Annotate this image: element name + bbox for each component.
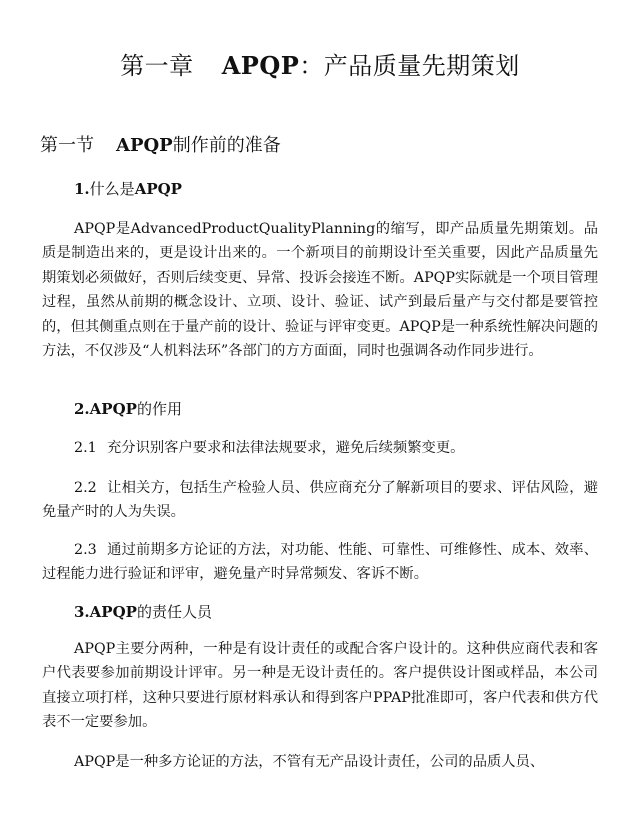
section-title xyxy=(40,132,281,160)
chapter-prefix: 第一章 xyxy=(120,52,194,80)
item-number: 2.1 xyxy=(74,440,97,456)
item-text: 通过前期多方论证的方法，对功能、性能、可靠性、可维修性、成本、效率、过程能力进行验证和评审，避免量产时异常频发、客诉不断。 xyxy=(42,542,598,583)
subheading-apqp-responsibility xyxy=(74,601,212,623)
subheading-what-is-apqp xyxy=(74,178,182,200)
subheading-number: 2. xyxy=(74,400,90,418)
subheading-text: 什么是 xyxy=(89,180,135,198)
paragraph-what-is-apqp: APQP是AdvancedProductQualityPlanning的缩写，即产品质量先期策划。品质是制造出来的，更是设计出来的。一个新项目的前期设计至关重要，因此产品质量先期策划必须做好，否则后续变更、异常、投诉会接连不断。APQP实际就是一个项目管理过程，虽然从前期的概念设计、立项、设计、验证、试产到最后量产与交付都是要管控的，但其侧重点则在于量产前的设计、验证与评审变更。APQP是一种系统性解决问题的方法，不仅涉及“人机料法环”各部门的方方面面，同时也强调各动作同步进行。 xyxy=(42,221,598,360)
chapter-rest: ：产品质量先期策划 xyxy=(299,52,520,80)
chapter-title xyxy=(0,48,640,84)
item-number: 2.2 xyxy=(74,480,97,496)
subheading-suffix: 的作用 xyxy=(136,400,182,418)
paragraph-role-item-1 xyxy=(42,436,598,460)
subheading-keyword: APQP xyxy=(89,400,137,418)
subheading-keyword: APQP xyxy=(134,180,182,198)
subheading-number: 3. xyxy=(74,603,90,621)
subheading-apqp-role xyxy=(74,398,182,420)
section-rest: 制作前的准备 xyxy=(172,135,281,156)
paragraph-responsibility-2: APQP是一种多方论证的方法，不管有无产品设计责任，公司的品质人员、 xyxy=(74,754,545,770)
section-prefix: 第一节 xyxy=(40,135,94,156)
section-keyword: APQP xyxy=(116,135,173,156)
subheading-number: 1. xyxy=(74,180,90,198)
paragraph-responsibility-1: APQP主要分两种，一种是有设计责任的或配合客户设计的。这种供应商代表和客户代表要参加前期设计评审。另一种是无设计责任的。客户提供设计图或样品，本公司直接立项打样，这种只要进行原材料承认和得到客户PPAP批准即可，客户代表和供方代表不一定要参加。 xyxy=(42,641,598,731)
paragraph-role-item-2 xyxy=(42,476,598,525)
chapter-keyword: APQP xyxy=(221,51,300,80)
paragraph-role-item-3 xyxy=(42,538,598,587)
item-text: 充分识别客户要求和法律法规要求，避免后续频繁变更。 xyxy=(107,440,465,456)
subheading-keyword: APQP xyxy=(89,603,137,621)
item-text: 让相关方，包括生产检验人员、供应商充分了解新项目的要求、评估风险，避免量产时的人为失误。 xyxy=(42,480,598,521)
item-number: 2.3 xyxy=(74,542,97,558)
subheading-suffix: 的责任人员 xyxy=(136,603,212,621)
